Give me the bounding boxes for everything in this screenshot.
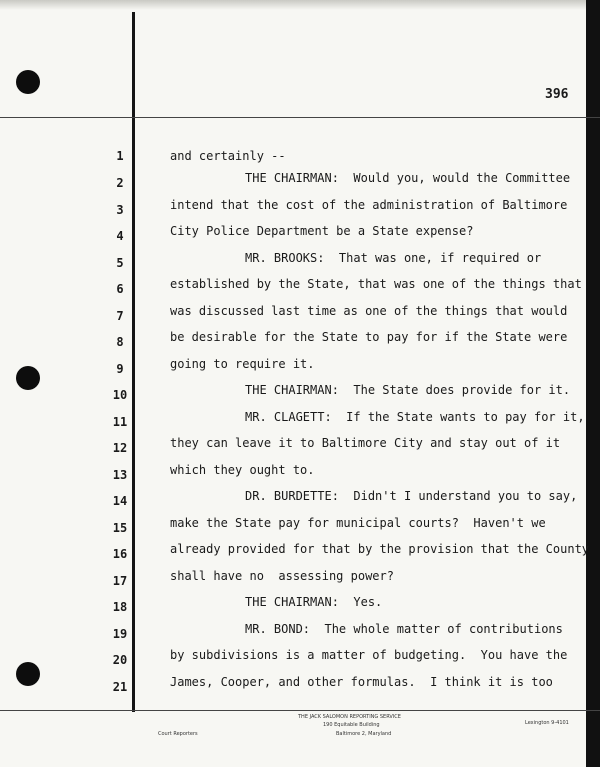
- transcript-line: already provided for that by the provision that the County: [170, 542, 590, 556]
- line-number: 2: [116, 176, 124, 190]
- transcript-line: which they ought to.: [170, 463, 315, 477]
- footer-service-name: THE JACK SALOMON REPORTING SERVICE: [298, 714, 401, 720]
- footer-right: Lexington 9-4101: [525, 720, 569, 726]
- line-number: 15: [112, 521, 128, 535]
- line-number: 12: [112, 441, 128, 455]
- line-number: 18: [112, 600, 128, 614]
- line-number: 10: [112, 388, 128, 402]
- line-number: 4: [116, 229, 124, 243]
- line-number: 14: [112, 494, 128, 508]
- transcript-line: going to require it.: [170, 357, 315, 371]
- punch-hole-bottom: [16, 662, 40, 686]
- speaker-line: THE CHAIRMAN: Yes.: [245, 595, 383, 609]
- speaker-line: THE CHAIRMAN: Would you, would the Committee: [245, 171, 571, 185]
- transcript-line: by subdivisions is a matter of budgeting. You have the: [170, 648, 568, 662]
- transcript-line: shall have no assessing power?: [170, 569, 394, 583]
- line-number: 9: [116, 362, 124, 376]
- line-number: 6: [116, 282, 124, 296]
- line-number: 8: [116, 335, 124, 349]
- line-number: 13: [112, 468, 128, 482]
- scan-edge-right: [586, 0, 600, 767]
- header-rule: [0, 117, 600, 118]
- speaker-line: DR. BURDETTE: Didn't I understand you to say,: [245, 489, 578, 503]
- footer-building: 190 Equitable Building: [323, 722, 380, 728]
- line-number: 3: [116, 203, 124, 217]
- transcript-line: and certainly --: [170, 149, 286, 163]
- speaker-line: MR. CLAGETT: If the State wants to pay for it,: [245, 410, 585, 424]
- line-number: 7: [116, 309, 124, 323]
- transcript-line: established by the State, that was one of the things that: [170, 277, 582, 291]
- footer-left: Court Reporters: [158, 731, 198, 737]
- speaker-line: MR. BROOKS: That was one, if required or: [245, 251, 542, 265]
- transcript-line: City Police Department be a State expense?: [170, 224, 474, 238]
- transcript-line: James, Cooper, and other formulas. I think it is too: [170, 675, 553, 689]
- line-number: 16: [112, 547, 128, 561]
- line-number: 20: [112, 653, 128, 667]
- scan-edge-top: [0, 0, 600, 10]
- line-number: 1: [116, 149, 124, 163]
- transcript-line: make the State pay for municipal courts? Haven't we: [170, 516, 546, 530]
- transcript-line: was discussed last time as one of the things that would: [170, 304, 568, 318]
- transcript-line: be desirable for the State to pay for if the State were: [170, 330, 568, 344]
- punch-hole-middle: [16, 366, 40, 390]
- line-number: 17: [112, 574, 128, 588]
- line-number: 5: [116, 256, 124, 270]
- footer-rule: [0, 710, 600, 711]
- speaker-line: MR. BOND: The whole matter of contributions: [245, 622, 563, 636]
- footer-city: Baltimore 2, Maryland: [336, 731, 392, 737]
- transcript-line: they can leave it to Baltimore City and stay out of it: [170, 436, 561, 450]
- punch-hole-top: [16, 70, 40, 94]
- page-number: 396: [545, 87, 569, 102]
- transcript-line: intend that the cost of the administration of Baltimore: [170, 198, 568, 212]
- line-number: 19: [112, 627, 128, 641]
- line-number: 11: [112, 415, 128, 429]
- speaker-line: THE CHAIRMAN: The State does provide for it.: [245, 383, 571, 397]
- line-number: 21: [112, 680, 128, 694]
